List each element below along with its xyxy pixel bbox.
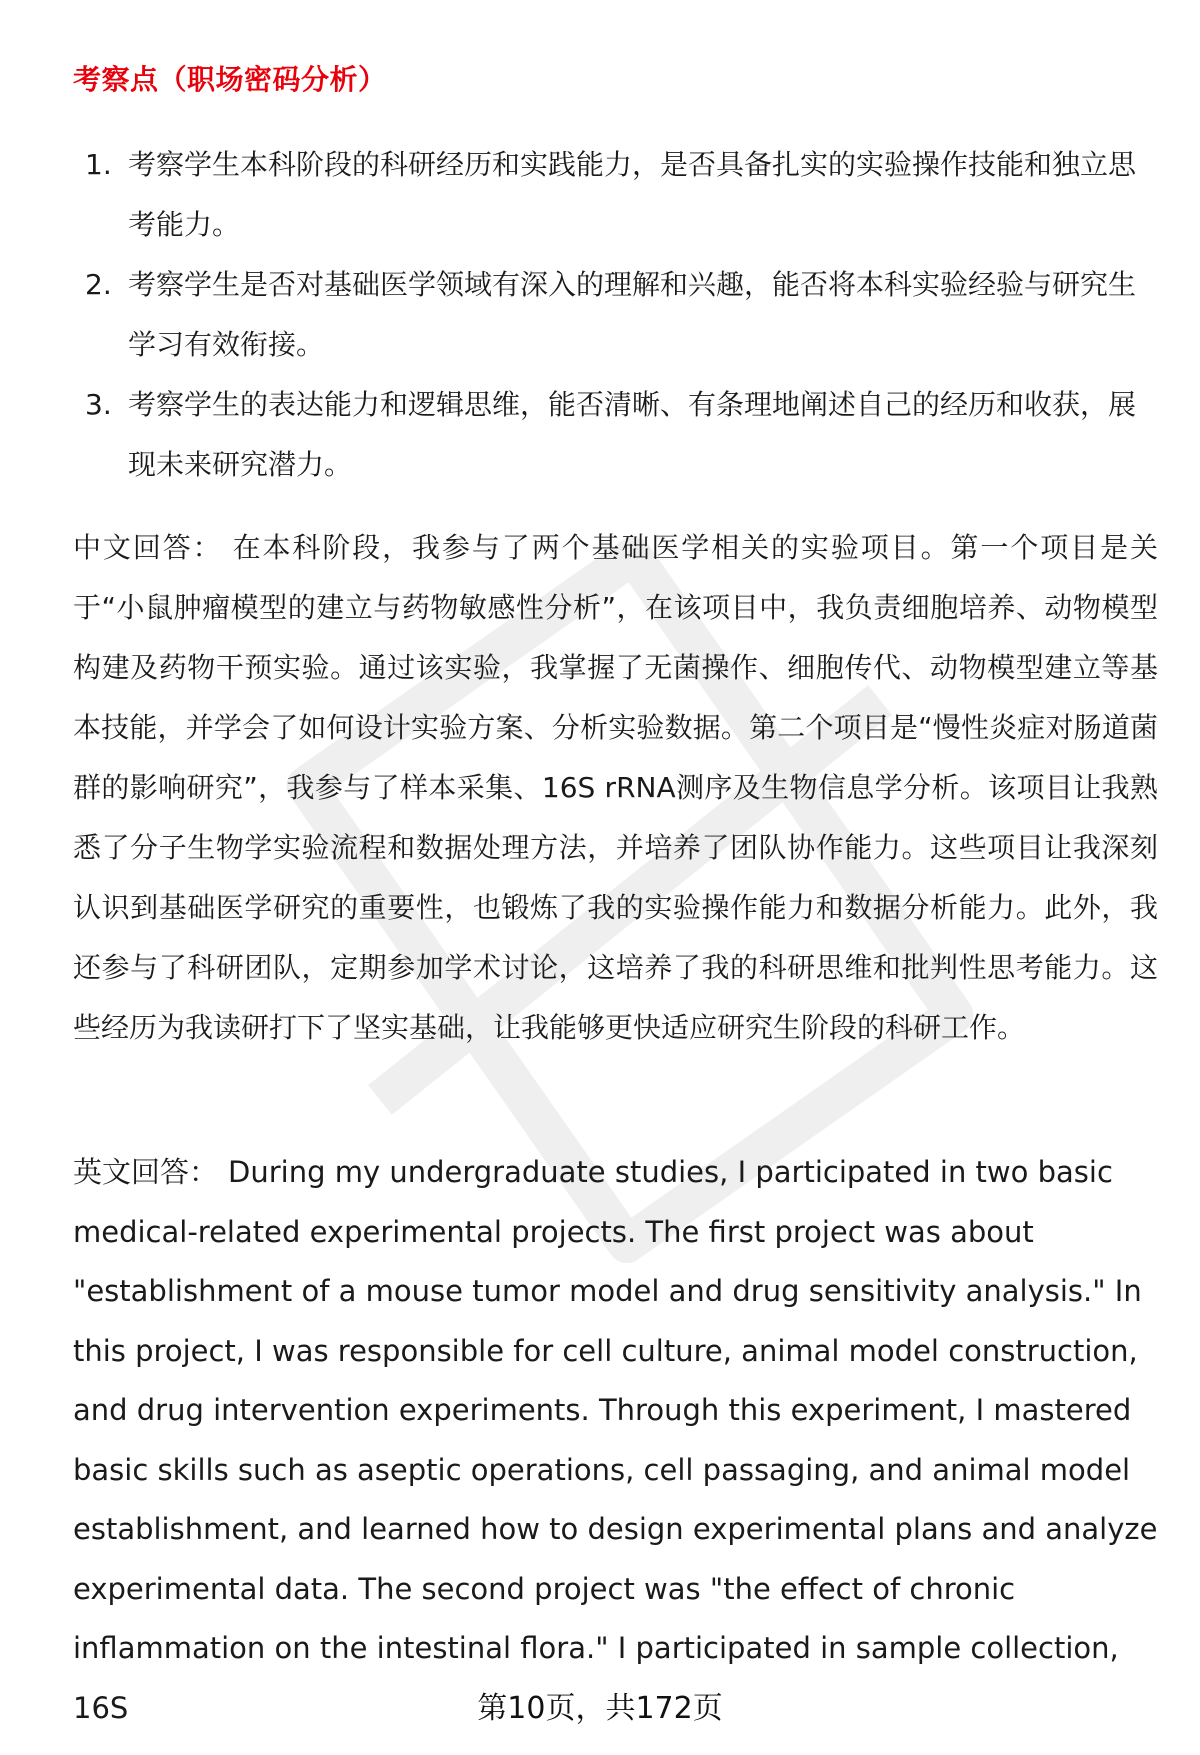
list-item-text: 考察学生的表达能力和逻辑思维，能否清晰、有条理地阐述自己的经历和收获，展现未来研究潜力。 (128, 388, 1137, 481)
chinese-answer-text: 在本科阶段，我参与了两个基础医学相关的实验项目。第一个项目是关于“小鼠肿瘤模型的建立与药物敏感性分析”，在该项目中，我负责细胞培养、动物模型构建及药物干预实验。通过该实验，我掌握了无菌操作、细胞传代、动物模型建立等基本技能，并学会了如何设计实验方案、分析实验数据。第二个项目是“慢性炎症对肠道菌群的影响研究”，我参与了样本采集、16S rRNA测序及生物信息学分析。该项目让我熟悉了分子生物学实验流程和数据处理方法，并培养了团队协作能力。这些项目让我深刻认识到基础医学研究的重要性，也锻炼了我的实验操作能力和数据分析能力。此外，我还参与了科研团队，定期参加学术讨论，这培养了我的科研思维和批判性思考能力。这些经历为我读研打下了坚实基础，让我能够更快适应研究生阶段的科研工作。 (73, 531, 1158, 1044)
list-item-number: 3. (85, 388, 112, 421)
list-item-number: 2. (85, 268, 112, 301)
list-item (73, 255, 1153, 375)
english-answer-label: 英文回答： (73, 1155, 219, 1189)
evaluation-points-list (73, 135, 1153, 495)
english-answer-text: During my undergraduate studies, I participated in two basic medical-related experimental projects. The first project was about "establishment of a mouse tumor model and drug sensitivity analysis." In this project, I was responsible for cell culture, animal model construction, and drug intervention experiments. Through this experiment, I mastered basic skills such as aseptic operations, cell passaging, and animal model establishment, and learned how to design experimental plans and analyze experimental data. The second project was "the effect of chronic inflammation on the intestinal flora." I participated in sample collection, 16S (73, 1155, 1158, 1725)
page-heading: 考察点（职场密码分析） (73, 63, 387, 96)
chinese-answer-paragraph (73, 518, 1158, 1058)
list-item-text: 考察学生是否对基础医学领域有深入的理解和兴趣，能否将本科实验经验与研究生学习有效衔接。 (128, 268, 1137, 361)
list-item (73, 135, 1153, 255)
list-item-number: 1. (85, 148, 112, 181)
list-item-text: 考察学生本科阶段的科研经历和实践能力，是否具备扎实的实验操作技能和独立思考能力。 (128, 148, 1137, 241)
list-item (73, 375, 1153, 495)
page-footer: 第10页，共172页 (477, 1691, 723, 1726)
english-answer-paragraph (73, 1143, 1158, 1738)
chinese-answer-label: 中文回答： (73, 531, 223, 564)
